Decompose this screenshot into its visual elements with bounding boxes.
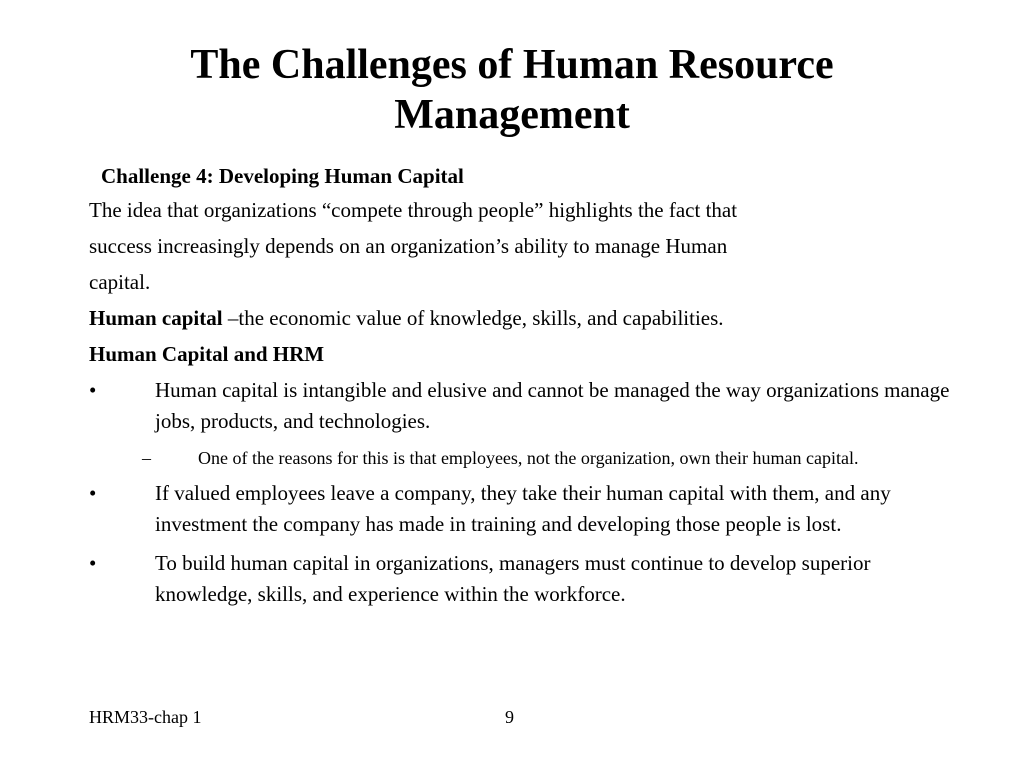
bullet-mark: •	[89, 481, 97, 505]
footer-course-label: HRM33-chap 1	[89, 707, 202, 727]
bullet-mark: •	[89, 551, 97, 575]
definition-paragraph	[89, 300, 969, 336]
slide-body	[89, 160, 969, 618]
footer-page-number: 9	[505, 707, 514, 727]
bullet-text: Human capital is intangible and elusive and cannot be managed the way organizations manage jobs, products, and technologies.	[155, 378, 950, 433]
list-item	[89, 478, 969, 540]
bullet-text: If valued employees leave a company, they take their human capital with them, and any investment the company has made in training and developing those people is lost.	[155, 481, 891, 536]
list-item	[89, 375, 969, 437]
intro-line-3: capital.	[89, 270, 151, 294]
bullet-mark: •	[89, 378, 97, 402]
slide-title-line-1: The Challenges of Human Resource	[190, 42, 834, 88]
bullet-text: To build human capital in organizations, managers must continue to develop superior knowledge, skills, and experience within the workforce.	[155, 551, 871, 606]
slide-title	[0, 40, 1024, 140]
definition-text: –the economic value of knowledge, skills, and capabilities.	[222, 306, 724, 330]
list-item	[89, 445, 969, 472]
intro-line-2: success increasingly depends on an organization’s ability to manage Human	[89, 234, 728, 258]
challenge-subheading: Challenge 4: Developing Human Capital	[101, 164, 464, 188]
list-item	[89, 548, 969, 610]
sub-bullet-text: One of the reasons for this is that employees, not the organization, own their human capital.	[198, 448, 859, 468]
dash-mark: –	[142, 448, 151, 468]
slide-title-line-2: Management	[394, 92, 630, 138]
definition-term: Human capital	[89, 306, 223, 330]
intro-line-1: The idea that organizations “compete through people” highlights the fact that	[89, 198, 738, 222]
section-heading: Human Capital and HRM	[89, 342, 325, 366]
